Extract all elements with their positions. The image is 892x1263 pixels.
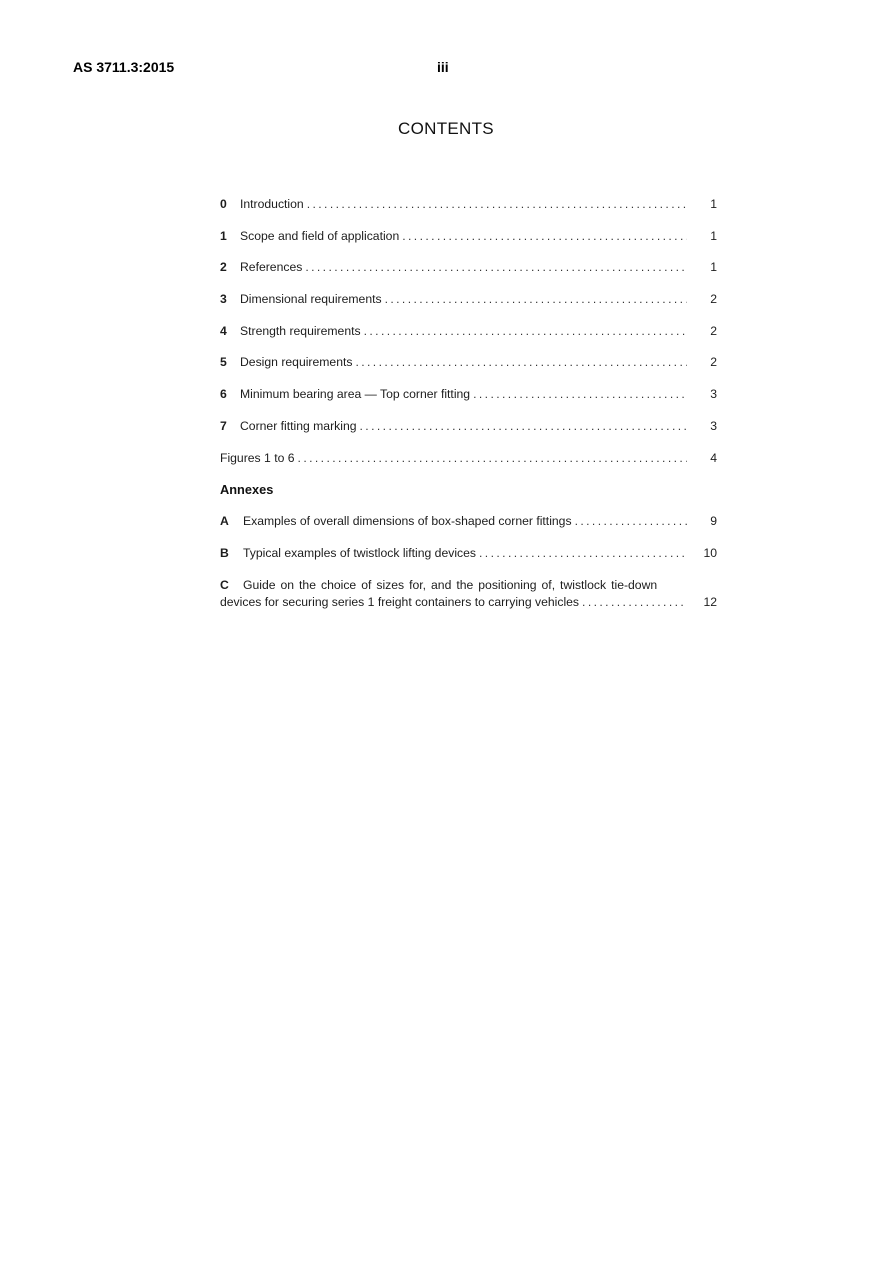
- toc-entry-number: 0: [220, 197, 227, 211]
- toc-entry-dimensional-requirements[interactable]: [220, 292, 717, 324]
- dot-leader: [402, 229, 687, 243]
- toc-entry-introduction[interactable]: [220, 197, 717, 229]
- toc-entry-page: 12: [703, 594, 717, 609]
- toc-entry-number: 7: [220, 418, 227, 433]
- toc-entry-number: 5: [220, 355, 227, 370]
- toc-entry-title: Scope and field of application: [240, 228, 400, 243]
- toc-entry-title: References: [240, 260, 303, 275]
- annex-letter: B: [220, 545, 229, 560]
- toc-entry-title: Examples of overall dimensions of box-shaped corner fittings: [243, 514, 572, 529]
- toc-entry-title: Strength requirements: [240, 323, 361, 338]
- toc-entry-page: 1: [710, 228, 717, 243]
- toc-entry-page: 9: [710, 514, 717, 529]
- dot-leader: [479, 546, 687, 560]
- annex-c-line-1: [220, 577, 686, 594]
- toc-entry-annex-a[interactable]: [220, 514, 717, 546]
- dot-leader: [582, 594, 687, 611]
- dot-leader: [575, 514, 687, 528]
- toc-entry-title: Design requirements: [240, 355, 353, 370]
- toc-entry-title: Figures 1 to 6: [220, 450, 295, 465]
- toc-entry-number: 3: [220, 292, 227, 307]
- toc-entry-page: 10: [703, 545, 717, 560]
- toc-entry-number: 4: [220, 323, 227, 338]
- toc-entry-title: Corner fitting marking: [240, 418, 357, 433]
- dot-leader: [473, 387, 687, 401]
- toc-entry-page: 1: [710, 197, 717, 211]
- toc-entry-design-requirements[interactable]: [220, 355, 717, 387]
- toc-entry-number: 6: [220, 387, 227, 402]
- document-id: AS 3711.3:2015: [73, 59, 175, 75]
- annexes-heading: Annexes: [220, 482, 274, 498]
- annex-c-line-2: [220, 594, 717, 611]
- toc-entry-number: 1: [220, 228, 227, 243]
- dot-leader: [355, 355, 687, 369]
- toc-entry-page: 3: [710, 418, 717, 433]
- toc-entry-title: Introduction: [240, 197, 304, 211]
- annex-letter: A: [220, 514, 229, 529]
- toc-entry-page: 1: [710, 260, 717, 275]
- toc-entry-title-line-2: devices for securing series 1 freight containers to carrying vehicles: [220, 594, 580, 609]
- toc-entry-number: 2: [220, 260, 227, 275]
- page-number: iii: [437, 59, 449, 75]
- toc-entry-page: 2: [710, 323, 717, 338]
- dot-leader: [307, 197, 687, 211]
- toc-entry-minimum-bearing-area[interactable]: [220, 387, 717, 419]
- dot-leader: [305, 260, 687, 274]
- dot-leader: [364, 324, 687, 338]
- contents-title: CONTENTS: [398, 119, 494, 138]
- toc-entry-references[interactable]: [220, 260, 717, 292]
- toc-entry-title-line-1: Guide on the choice of sizes for, and the positioning of, twistlock tie-down: [243, 577, 658, 592]
- toc-entry-page: 4: [710, 450, 717, 465]
- toc-entry-figures[interactable]: [220, 451, 717, 483]
- toc-entry-corner-fitting-marking[interactable]: [220, 419, 717, 451]
- toc-entry-strength-requirements[interactable]: [220, 324, 717, 356]
- toc-entry-title: Dimensional requirements: [240, 292, 382, 307]
- dot-leader: [298, 451, 687, 465]
- table-of-contents: [220, 197, 717, 611]
- toc-entry-scope[interactable]: [220, 229, 717, 261]
- toc-entry-title: Minimum bearing area — Top corner fitting: [240, 387, 471, 402]
- toc-entry-page: 2: [710, 292, 717, 307]
- dot-leader: [385, 292, 687, 306]
- toc-entry-annex-c[interactable]: [220, 577, 717, 611]
- toc-entry-page: 2: [710, 355, 717, 370]
- toc-entry-page: 3: [710, 387, 717, 402]
- toc-entry-annex-b[interactable]: [220, 546, 717, 578]
- dot-leader: [360, 419, 687, 433]
- annex-letter: C: [220, 577, 229, 592]
- toc-entry-title: Typical examples of twistlock lifting devices: [243, 545, 477, 560]
